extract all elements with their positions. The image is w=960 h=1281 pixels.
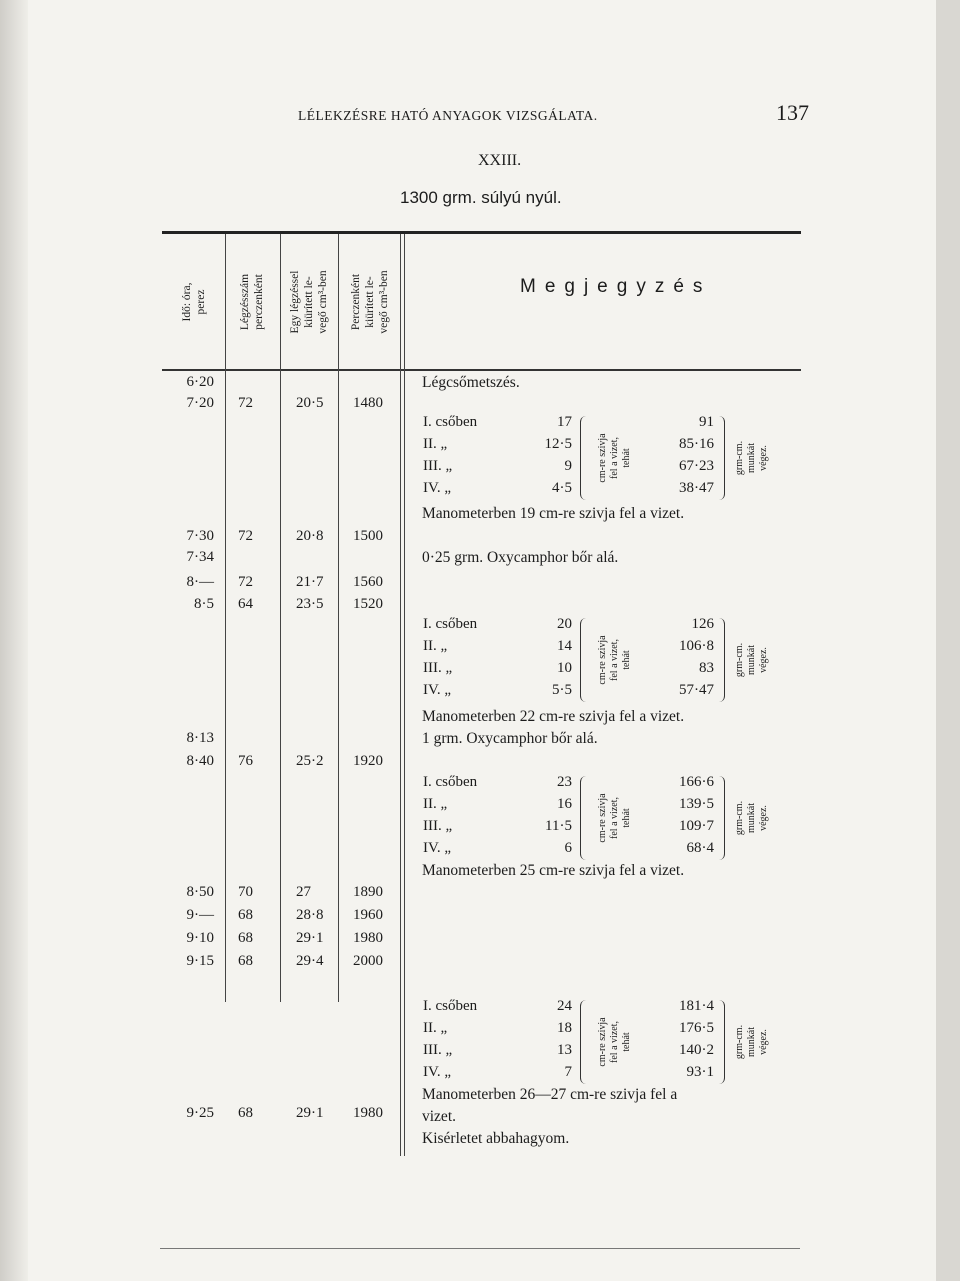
rate-cell: 72 bbox=[238, 528, 253, 544]
rate-cell: 72 bbox=[238, 395, 253, 411]
time-cell: 7·34 bbox=[186, 549, 214, 565]
time-cell: 8·50 bbox=[186, 884, 214, 900]
note-dose: 1 grm. Oxycamphor bőr alá. bbox=[422, 730, 598, 747]
rate-cell: 72 bbox=[238, 574, 253, 590]
page-number: 137 bbox=[776, 100, 809, 125]
rate-cell: 68 bbox=[238, 953, 253, 969]
work-values: 166·6 139·5 109·7 68·4 bbox=[679, 774, 714, 856]
work-values: 91 85·16 67·23 38·47 bbox=[679, 414, 714, 496]
note-manometer: Manometerben 26—27 cm-re szivja fel a bbox=[422, 1086, 678, 1103]
pressure-values: 23 16 11·5 6 bbox=[545, 774, 572, 856]
rate-cell: 68 bbox=[238, 1105, 253, 1121]
tube-labels: I. csőben II. „ III. „ IV. „ bbox=[423, 616, 478, 698]
time-cell: 9·10 bbox=[186, 930, 214, 946]
pressure-values: 24 18 13 7 bbox=[557, 998, 572, 1080]
time-cell: 8·40 bbox=[186, 753, 214, 769]
header-rule bbox=[162, 369, 801, 371]
minute-cell: 1890 bbox=[353, 884, 383, 900]
column-divider bbox=[400, 234, 401, 1156]
minute-cell: 1980 bbox=[353, 1105, 383, 1121]
single-cell: 28·8 bbox=[296, 907, 324, 923]
work-values: 181·4 176·5 140·2 93·1 bbox=[679, 998, 714, 1080]
table-top-rule bbox=[162, 231, 801, 234]
pressure-values: 17 12·5 9 4·5 bbox=[544, 414, 572, 496]
note-manometer: Manometerben 25 cm-re szivja fel a vizet. bbox=[422, 862, 685, 879]
rate-cell: 70 bbox=[238, 884, 253, 900]
column-divider bbox=[338, 234, 339, 1002]
header-remarks: Megjegyzés bbox=[520, 276, 712, 297]
rate-cell: 68 bbox=[238, 907, 253, 923]
time-cell: 7·20 bbox=[186, 395, 214, 411]
note-end: Kisérletet abbahagyom. bbox=[422, 1130, 570, 1147]
single-cell: 29·4 bbox=[296, 953, 324, 969]
work-values: 126 106·8 83 57·47 bbox=[679, 616, 714, 698]
pressure-values: 20 14 10 5·5 bbox=[552, 616, 572, 698]
minute-cell: 1560 bbox=[353, 574, 383, 590]
column-divider bbox=[404, 234, 405, 1156]
running-head: LÉLEKZÉSRE HATÓ ANYAGOK VIZSGÁLATA. bbox=[298, 108, 598, 123]
single-cell: 23·5 bbox=[296, 596, 324, 612]
minute-cell: 1520 bbox=[353, 596, 383, 612]
minute-cell: 1480 bbox=[353, 395, 383, 411]
time-cell: 6·20 bbox=[186, 374, 214, 390]
minute-cell: 1980 bbox=[353, 930, 383, 946]
time-cell: 8·5 bbox=[194, 596, 214, 612]
rate-cell: 76 bbox=[238, 753, 253, 769]
table-number: XXIII. bbox=[478, 152, 522, 169]
time-cell: 8·13 bbox=[186, 730, 214, 746]
single-cell: 25·2 bbox=[296, 753, 324, 769]
rotated-label-mid: cm-re szivja fel a vizet, tehát bbox=[597, 1017, 632, 1067]
rotated-label-mid: cm-re szivja fel a vizet, tehát bbox=[597, 635, 632, 685]
rotated-label-right: grm-cm. munkát végez. bbox=[734, 642, 769, 678]
single-cell: 29·1 bbox=[296, 930, 324, 946]
minute-cell: 1960 bbox=[353, 907, 383, 923]
time-cell: 7·30 bbox=[186, 528, 214, 544]
rotated-label-mid: cm-re szivja fel a vizet, tehát bbox=[597, 433, 632, 483]
note-dose: 0·25 grm. Oxycamphor bőr alá. bbox=[422, 549, 619, 566]
time-cell: 9·25 bbox=[186, 1105, 214, 1121]
header-single-breath: Egy légzéssel kiürített le- vegő cm³-ben bbox=[289, 270, 329, 334]
minute-cell: 1500 bbox=[353, 528, 383, 544]
single-cell: 29·1 bbox=[296, 1105, 324, 1121]
header-breath-rate: Légzésszám perczenként bbox=[239, 273, 265, 331]
minute-cell: 2000 bbox=[353, 953, 383, 969]
note-manometer: Manometerben 22 cm-re szivja fel a vizet. bbox=[422, 708, 685, 725]
time-cell: 8·— bbox=[186, 574, 214, 590]
rotated-label-right: grm-cm. munkát végez. bbox=[734, 440, 769, 476]
rate-cell: 64 bbox=[238, 596, 253, 612]
single-cell: 20·5 bbox=[296, 395, 324, 411]
tube-labels: I. csőben II. „ III. „ IV. „ bbox=[423, 998, 478, 1080]
rotated-label-right: grm-cm. munkát végez. bbox=[734, 1024, 769, 1060]
rotated-label-right: grm-cm. munkát végez. bbox=[734, 800, 769, 836]
note-manometer: Manometerben 19 cm-re szivja fel a vizet. bbox=[422, 505, 685, 522]
time-cell: 9·15 bbox=[186, 953, 214, 969]
scan-shadow-left bbox=[0, 0, 28, 1281]
scan-edge-right bbox=[936, 0, 960, 1281]
rotated-label-mid: cm-re szivja fel a vizet, tehát bbox=[597, 793, 632, 843]
tube-labels: I. csőben II. „ III. „ IV. „ bbox=[423, 414, 478, 496]
table-subtitle: 1300 grm. súlyú nyúl. bbox=[400, 188, 562, 207]
header-time: Idő: óra, perez bbox=[181, 282, 207, 322]
single-cell: 27 bbox=[296, 884, 311, 900]
header-per-minute: Perczenként kiürített le- vegő cm³-ben bbox=[350, 270, 390, 334]
single-cell: 21·7 bbox=[296, 574, 324, 590]
minute-cell: 1920 bbox=[353, 753, 383, 769]
single-cell: 20·8 bbox=[296, 528, 324, 544]
time-cell: 9·— bbox=[186, 907, 214, 923]
rate-cell: 68 bbox=[238, 930, 253, 946]
note-manometer-continued: vizet. bbox=[422, 1108, 456, 1125]
note-tracheotomy: Légcsőmetszés. bbox=[422, 374, 520, 391]
page-bottom-line bbox=[160, 1248, 800, 1249]
tube-labels: I. csőben II. „ III. „ IV. „ bbox=[423, 774, 478, 856]
